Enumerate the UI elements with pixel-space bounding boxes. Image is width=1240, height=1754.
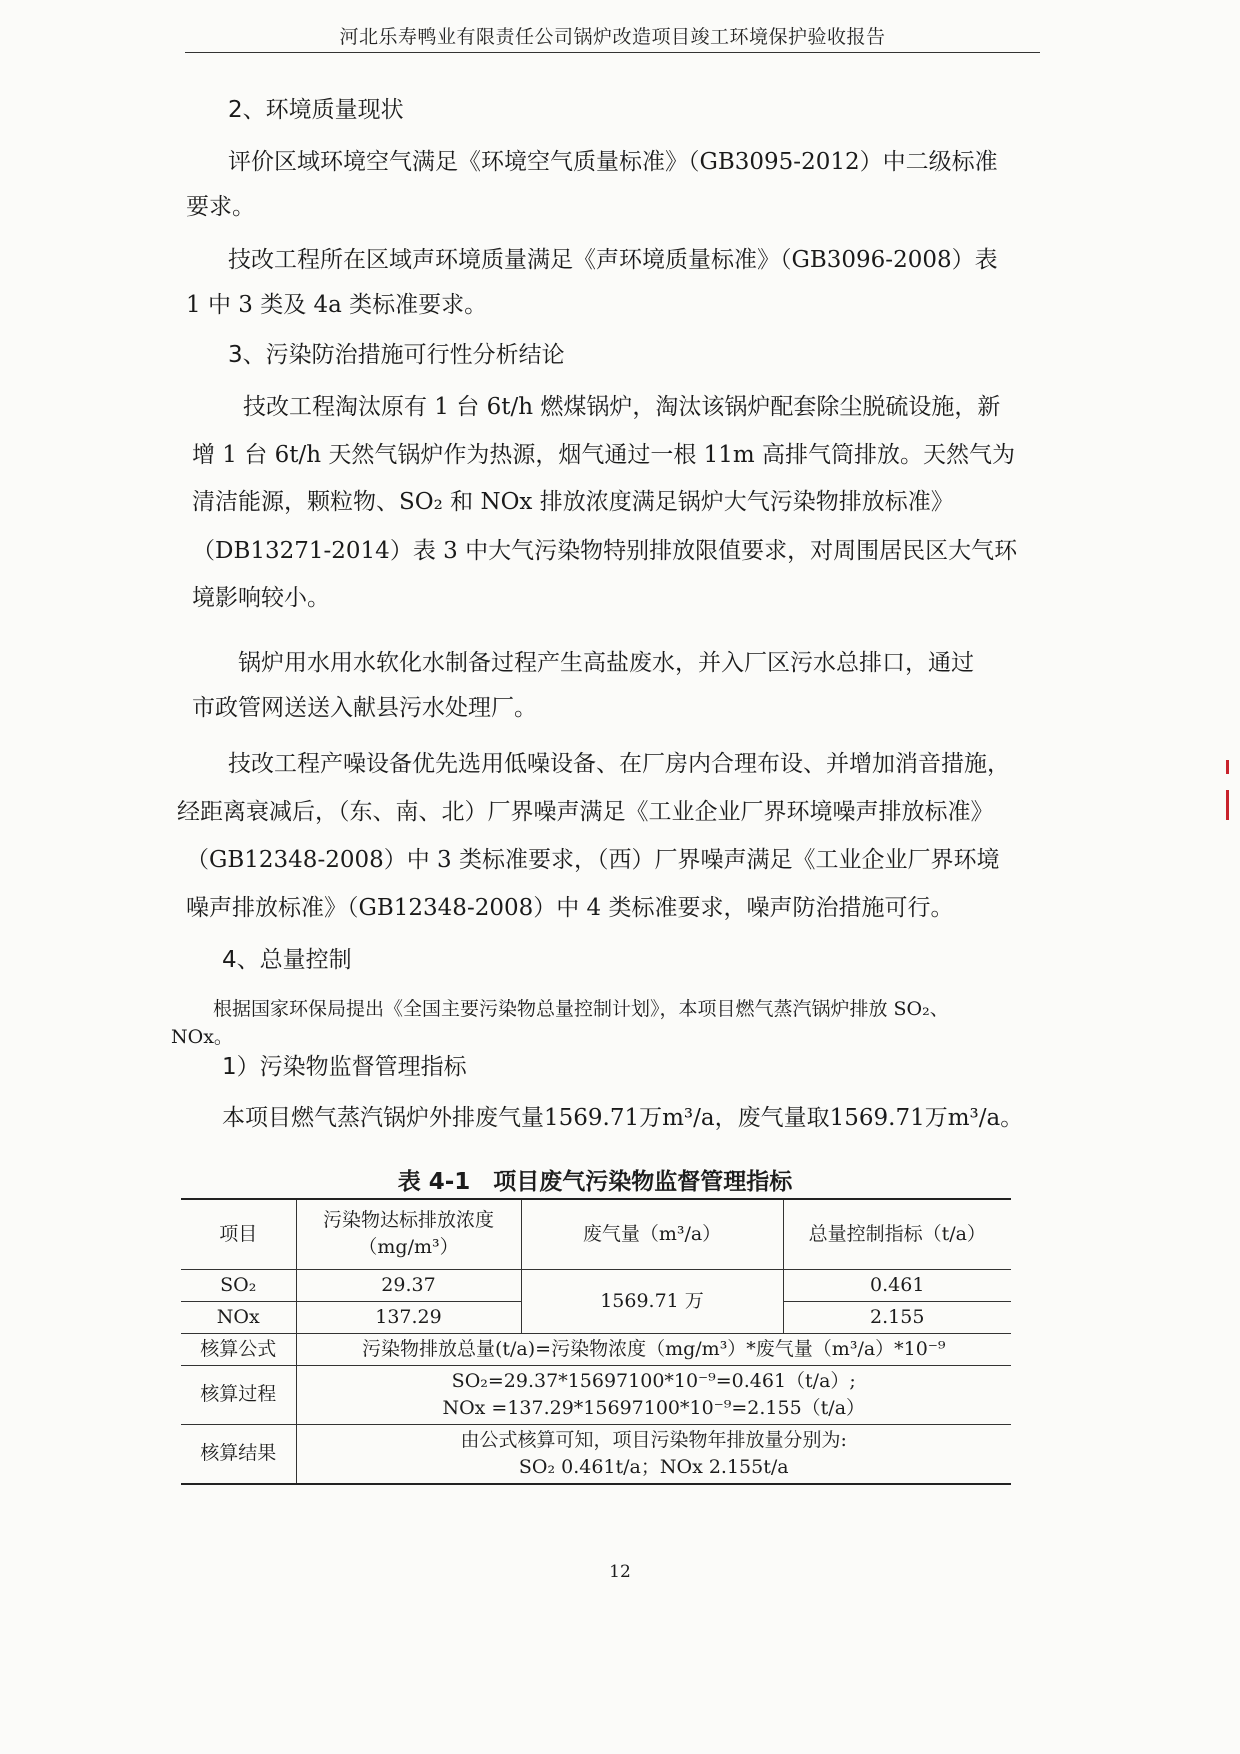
cell-nox-name: NOx (181, 1301, 296, 1333)
paragraph-line: 清洁能源，颗粒物、SO₂ 和 NOx 排放浓度满足锅炉大气污染物排放标准》 (192, 489, 954, 515)
header-gas-volume: 废气量（m³/a） (521, 1199, 783, 1269)
section-4-title: 4、总量控制 (222, 947, 352, 973)
cell-process-label: 核算过程 (181, 1365, 296, 1424)
running-header: 河北乐寿鸭业有限责任公司锅炉改造项目竣工环境保护验收报告 (339, 26, 886, 48)
cell-nox-concentration: 137.29 (296, 1301, 521, 1333)
table-row-formula (181, 1333, 1011, 1365)
paragraph-line: 技改工程产噪设备优先选用低噪设备、在厂房内合理布设、并增加消音措施， (228, 751, 1010, 777)
result-line-1: 由公式核算可知，项目污染物年排放量分别为: (460, 1428, 847, 1451)
paragraph-line: 1 中 3 类及 4a 类标准要求。 (186, 292, 488, 318)
header-total-control: 总量控制指标（t/a） (783, 1199, 1011, 1269)
cell-so2-name: SO₂ (181, 1269, 296, 1301)
paragraph-line: 技改工程所在区域声环境质量满足《声环境质量标准》（GB3096-2008）表 (228, 247, 998, 273)
table-row-result (181, 1424, 1011, 1484)
paragraph-line: 噪声排放标准》（GB12348-2008）中 4 类标准要求，噪声防治措施可行。 (186, 895, 954, 921)
section-2-title: 2、环境质量现状 (228, 97, 404, 123)
paragraph-line: 经距离衰减后，（东、南、北）厂界噪声满足《工业企业厂界环境噪声排放标准》 (177, 799, 994, 825)
paragraph-line: 评价区域环境空气满足《环境空气质量标准》（GB3095-2012）中二级标准 (228, 149, 998, 175)
cell-formula-label: 核算公式 (181, 1333, 296, 1365)
header-item: 项目 (181, 1199, 296, 1269)
paragraph-line: 技改工程淘汰原有 1 台 6t/h 燃煤锅炉，淘汰该锅炉配套除尘脱硫设施，新 (243, 394, 1001, 420)
table-row-so2 (181, 1269, 1011, 1301)
paragraph-line: （DB13271-2014）表 3 中大气污染物特别排放限值要求，对周围居民区大气环 (192, 538, 1018, 564)
paragraph-line: 锅炉用水用水软化水制备过程产生高盐废水，并入厂区污水总排口，通过 (238, 650, 974, 676)
paragraph-line: 根据国家环保局提出《全国主要污染物总量控制计划》，本项目燃气蒸汽锅炉排放 SO₂、 (213, 998, 949, 1020)
process-line-so2: SO₂=29.37*15697100*10⁻⁹=0.461（t/a）; (451, 1369, 856, 1392)
process-line-nox: NOx =137.29*15697100*10⁻⁹=2.155（t/a） (442, 1396, 866, 1419)
cell-result (296, 1424, 1011, 1484)
paragraph-line: 要求。 (186, 194, 255, 220)
section-3-title: 3、污染防治措施可行性分析结论 (228, 342, 565, 368)
cell-so2-concentration: 29.37 (296, 1269, 521, 1301)
header-rule (185, 52, 1040, 53)
subsection-title: 1）污染物监督管理指标 (222, 1054, 467, 1080)
monitoring-indicator-table (181, 1198, 1011, 1485)
page-number: 12 (609, 1562, 631, 1582)
cell-formula: 污染物排放总量(t/a)=污染物浓度（mg/m³）*废气量（m³/a）*10⁻⁹ (296, 1333, 1011, 1365)
paragraph-line: 增 1 台 6t/h 天然气锅炉作为热源，烟气通过一根 11m 高排气筒排放。天然气为 (192, 442, 1016, 468)
table-row-process (181, 1365, 1011, 1424)
cell-nox-total: 2.155 (783, 1301, 1011, 1333)
paragraph-line: 境影响较小。 (192, 585, 330, 611)
result-line-2: SO₂ 0.461t/a；NOx 2.155t/a (518, 1455, 789, 1478)
cell-so2-total: 0.461 (783, 1269, 1011, 1301)
edge-mark (1226, 790, 1229, 820)
paragraph-line: NOx。 (171, 1026, 233, 1048)
table-header-row (181, 1199, 1011, 1269)
edge-mark (1226, 760, 1229, 774)
paragraph-line: 本项目燃气蒸汽锅炉外排废气量1569.71万m³/a，废气量取1569.71万m³/a。 (222, 1105, 1024, 1131)
cell-gas-volume: 1569.71 万 (521, 1269, 783, 1333)
paragraph-line: 市政管网送送入献县污水处理厂。 (192, 695, 537, 721)
cell-result-label: 核算结果 (181, 1424, 296, 1484)
table-caption: 表 4-1 项目废气污染物监督管理指标 (397, 1169, 793, 1195)
header-concentration: 污染物达标排放浓度（mg/m³） (296, 1199, 521, 1269)
cell-process (296, 1365, 1011, 1424)
paragraph-line: （GB12348-2008）中 3 类标准要求，（西）厂界噪声满足《工业企业厂界环境 (186, 847, 1000, 873)
